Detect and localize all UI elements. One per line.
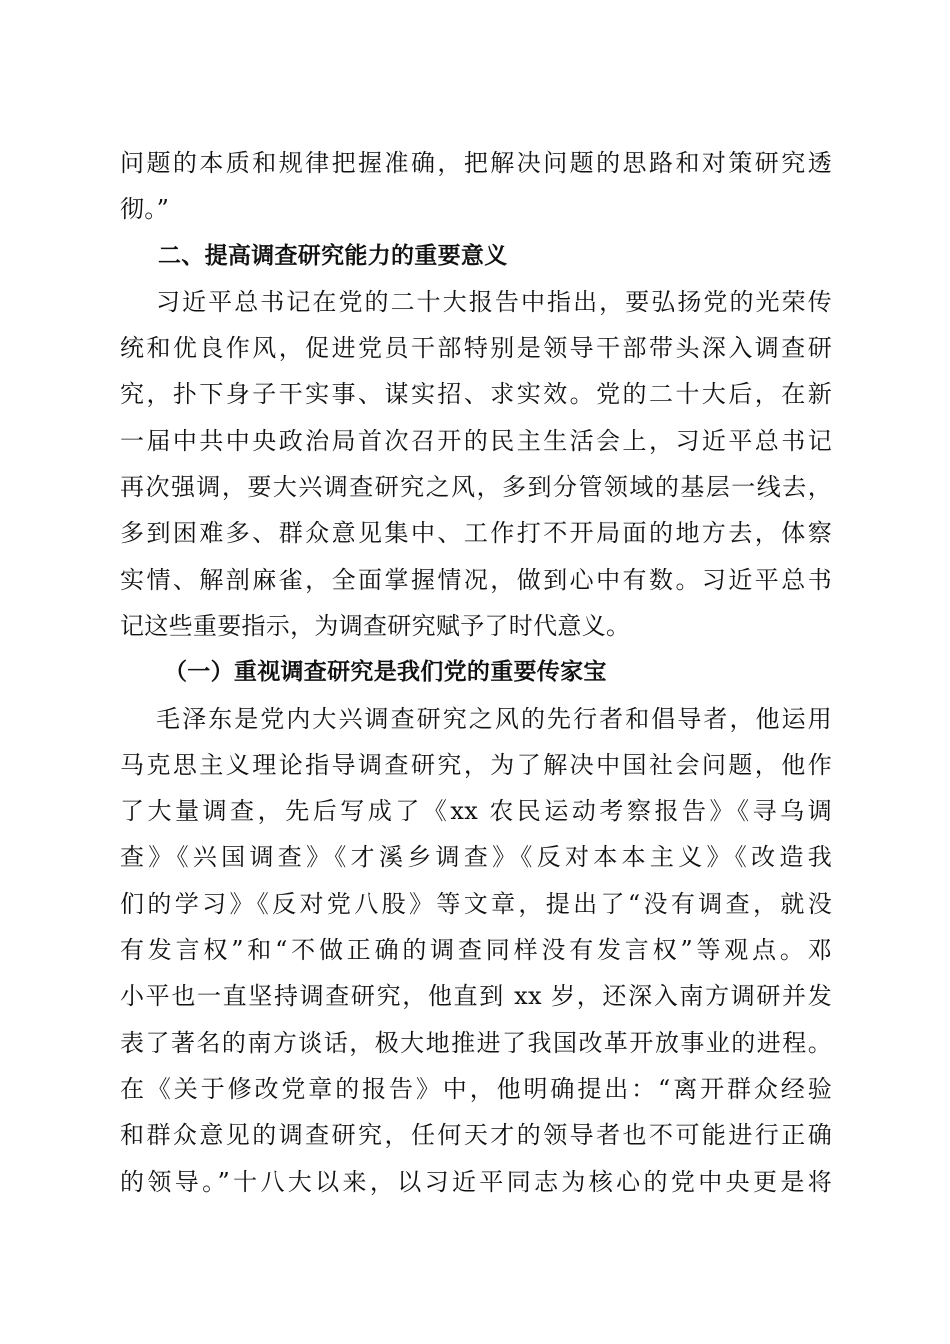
paragraph-line: 小平也一直坚持调查研究，他直到 xx 岁，还深入南方调研并发 [120,982,832,1011]
paragraph-line: 的领导。”十八大以来，以习近平同志为核心的党中央更是将 [120,1167,832,1196]
paragraph-line: 在《关于修改党章的报告》中，他明确提出：“离开群众经验 [120,1074,832,1103]
paragraph-line: 问题的本质和规律把握准确，把解决问题的思路和对策研究透 [120,149,832,177]
section-heading: 二、提高调查研究能力的重要意义 [158,242,508,269]
paragraph-line: 再次强调，要大兴调查研究之风，多到分管领域的基层一线去， [120,473,832,502]
paragraph-line: 表了著名的南方谈话，极大地推进了我国改革开放事业的进程。 [120,1028,832,1057]
paragraph-line: 查》《兴国调查》《才溪乡调查》《反对本本主义》《改造我 [120,843,832,872]
paragraph-line: 毛泽东是党内大兴调查研究之风的先行者和倡导者，他运用 [156,704,832,733]
subsection-heading: （一）重视调查研究是我们党的重要传家宝 [164,658,607,686]
paragraph-line: 统和优良作风，促进党员干部特别是领导干部带头深入调查研 [120,334,832,363]
paragraph-line: 马克思主义理论指导调查研究，为了解决中国社会问题，他作 [120,750,832,779]
paragraph-line: 实情、解剖麻雀，全面掌握情况，做到心中有数。习近平总书 [120,565,832,594]
paragraph-line: 一届中共中央政治局首次召开的民主生活会上，习近平总书记 [120,426,832,455]
paragraph-line: 们的学习》《反对党八股》等文章，提出了“没有调查，就没 [120,889,832,918]
paragraph-line: 和群众意见的调查研究，任何天才的领导者也不可能进行正确 [120,1121,832,1150]
paragraph-line: 了大量调查，先后写成了《xx 农民运动考察报告》《寻乌调 [120,797,832,826]
paragraph-line: 多到困难多、群众意见集中、工作打不开局面的地方去，体察 [120,519,832,548]
paragraph-line: 究，扑下身子干实事、谋实招、求实效。党的二十大后，在新 [120,380,832,409]
paragraph-line: 有发言权”和“不做正确的调查同样没有发言权”等观点。邓 [120,936,832,965]
paragraph-line: 彻。” [120,195,170,224]
paragraph-line: 记这些重要指示，为调查研究赋予了时代意义。 [120,611,631,640]
paragraph-line: 习近平总书记在党的二十大报告中指出，要弘扬党的光荣传 [156,287,832,316]
document-body [120,140,832,1205]
